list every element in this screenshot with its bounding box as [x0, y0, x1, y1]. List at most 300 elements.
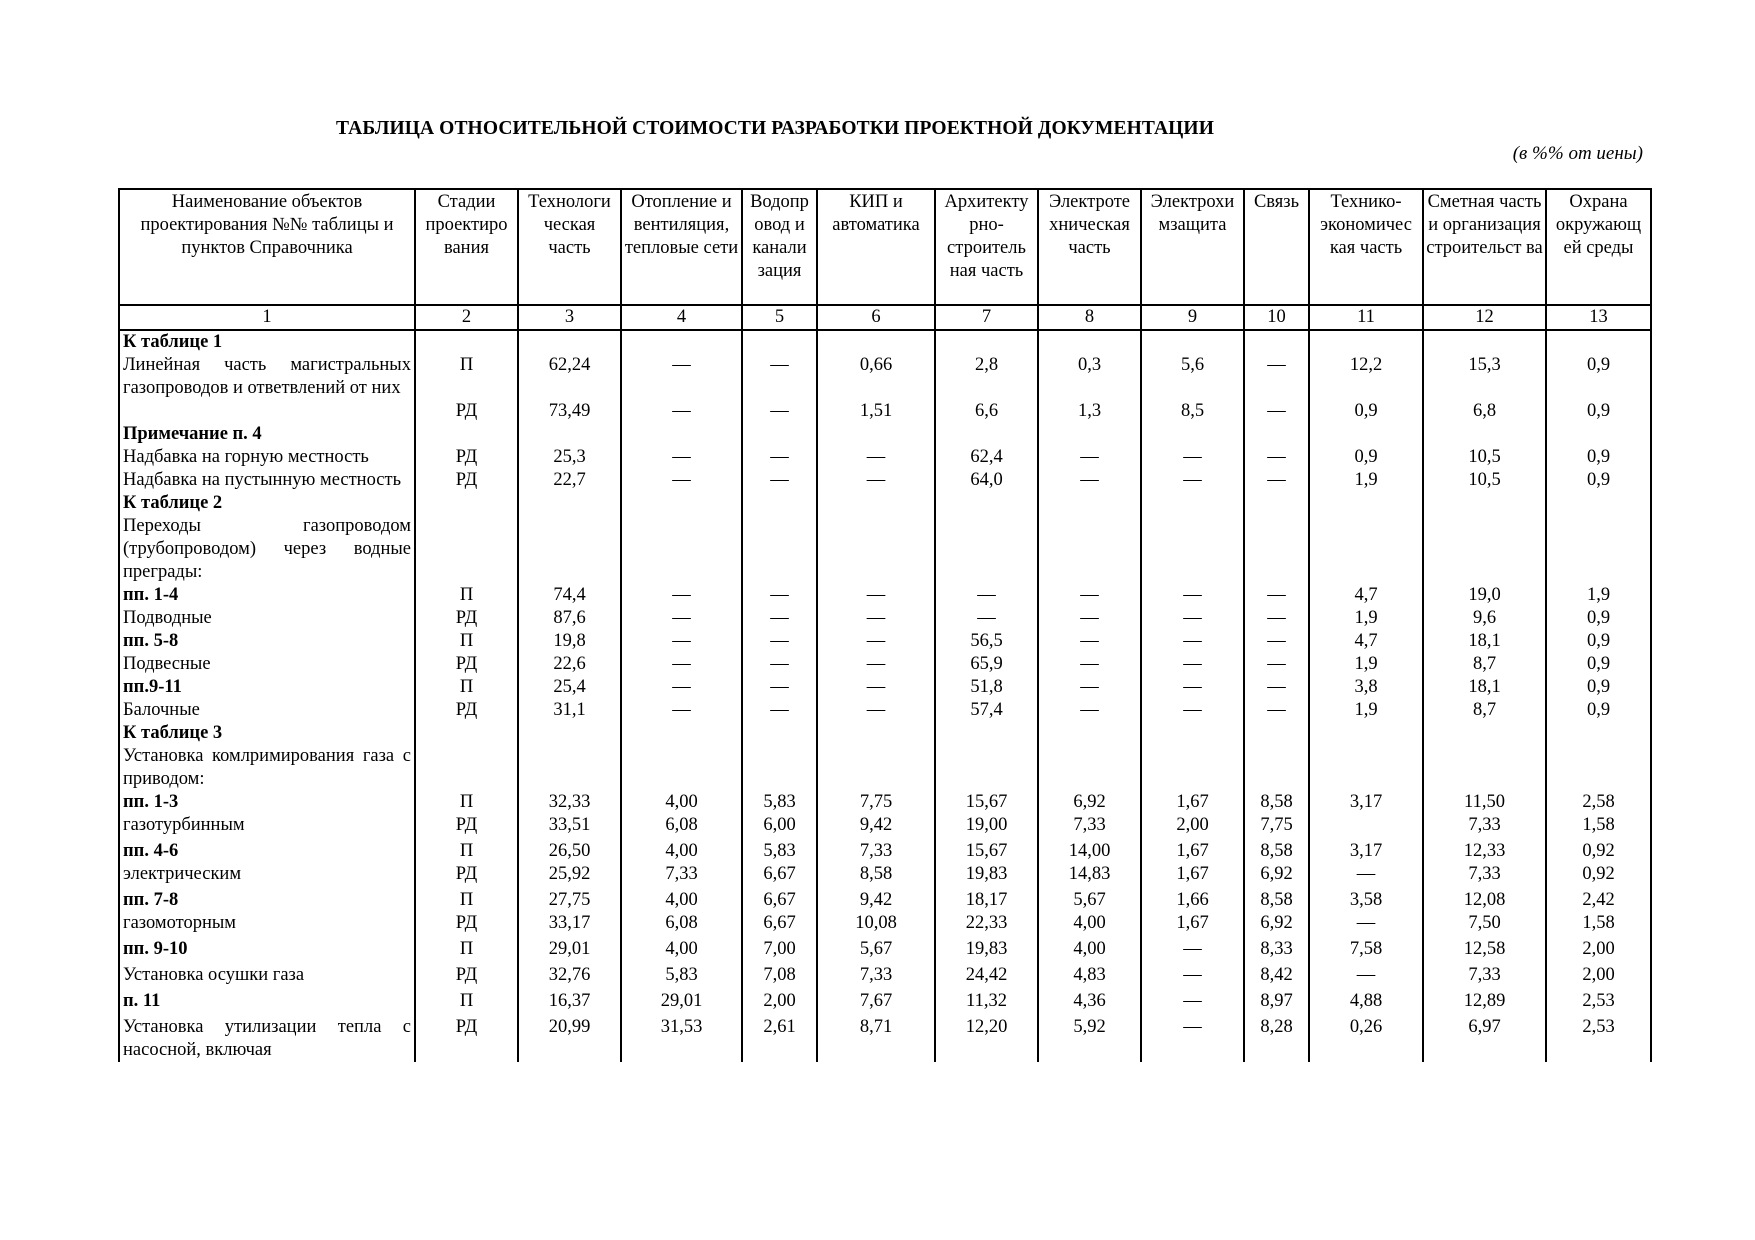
value-cell: [1038, 515, 1141, 584]
value-cell: 7,58: [1309, 935, 1423, 961]
value-cell: 73,49: [518, 400, 621, 423]
value-cell: —: [742, 469, 817, 492]
table-row: [119, 653, 1651, 676]
value-cell: —: [817, 607, 935, 630]
value-cell: —: [1141, 961, 1244, 987]
value-cell: 2,00: [742, 987, 817, 1013]
value-cell: —: [742, 676, 817, 699]
object-name-cell: газотурбинным: [119, 814, 415, 837]
column-number: 6: [817, 305, 935, 330]
value-cell: 9,42: [817, 814, 935, 837]
value-cell: 7,33: [1423, 961, 1546, 987]
value-cell: [1038, 745, 1141, 791]
stage-cell: РД: [415, 961, 518, 987]
value-cell: 1,9: [1309, 699, 1423, 722]
value-cell: [1141, 722, 1244, 745]
value-cell: —: [1244, 653, 1309, 676]
value-cell: 0,9: [1309, 400, 1423, 423]
value-cell: [742, 423, 817, 446]
value-cell: 1,67: [1141, 837, 1244, 863]
table-row: [119, 630, 1651, 653]
object-name-cell: пп. 5-8: [119, 630, 415, 653]
table-row: [119, 837, 1651, 863]
stage-cell: [415, 515, 518, 584]
value-cell: 6,08: [621, 912, 742, 935]
table-row: [119, 469, 1651, 492]
value-cell: 8,5: [1141, 400, 1244, 423]
value-cell: 8,71: [817, 1013, 935, 1062]
value-cell: [935, 492, 1038, 515]
value-cell: 22,7: [518, 469, 621, 492]
value-cell: —: [1141, 446, 1244, 469]
table-row: [119, 676, 1651, 699]
object-name-cell: п. 11: [119, 987, 415, 1013]
value-cell: 5,67: [1038, 886, 1141, 912]
value-cell: —: [1309, 961, 1423, 987]
value-cell: [621, 492, 742, 515]
value-cell: [1244, 330, 1309, 354]
value-cell: 64,0: [935, 469, 1038, 492]
column-number: 7: [935, 305, 1038, 330]
value-cell: —: [817, 469, 935, 492]
value-cell: 3,17: [1309, 837, 1423, 863]
stage-cell: РД: [415, 863, 518, 886]
value-cell: 8,7: [1423, 653, 1546, 676]
value-cell: —: [1141, 584, 1244, 607]
column-number: 2: [415, 305, 518, 330]
value-cell: 6,8: [1423, 400, 1546, 423]
page-subtitle: (в %% от иены): [1512, 143, 1643, 164]
column-number: 11: [1309, 305, 1423, 330]
table-row: [119, 446, 1651, 469]
value-cell: 7,75: [1244, 814, 1309, 837]
value-cell: —: [621, 607, 742, 630]
value-cell: 12,58: [1423, 935, 1546, 961]
value-cell: 12,89: [1423, 987, 1546, 1013]
value-cell: 14,83: [1038, 863, 1141, 886]
value-cell: 0,9: [1546, 469, 1651, 492]
header-row: [119, 189, 1651, 305]
value-cell: 4,83: [1038, 961, 1141, 987]
value-cell: 8,33: [1244, 935, 1309, 961]
value-cell: 6,67: [742, 863, 817, 886]
table-row: [119, 745, 1651, 791]
value-cell: —: [1038, 699, 1141, 722]
value-cell: 1,9: [1309, 653, 1423, 676]
object-name-cell: пп. 1-3: [119, 791, 415, 814]
value-cell: [1141, 515, 1244, 584]
value-cell: 0,26: [1309, 1013, 1423, 1062]
value-cell: 16,37: [518, 987, 621, 1013]
value-cell: 1,58: [1546, 912, 1651, 935]
object-name-cell: Надбавка на пустынную местность: [119, 469, 415, 492]
value-cell: 6,08: [621, 814, 742, 837]
value-cell: —: [1244, 400, 1309, 423]
stage-cell: П: [415, 935, 518, 961]
value-cell: [742, 745, 817, 791]
header-cell: Сметная часть и организация строительст ва: [1423, 189, 1546, 305]
value-cell: [518, 745, 621, 791]
header-cell: Наименование объектов проектирования №№ таблицы и пунктов Справочника: [119, 189, 415, 305]
value-cell: —: [621, 469, 742, 492]
value-cell: 2,00: [1546, 961, 1651, 987]
value-cell: [1244, 492, 1309, 515]
value-cell: 8,58: [1244, 886, 1309, 912]
value-cell: 0,9: [1546, 653, 1651, 676]
value-cell: 0,9: [1309, 446, 1423, 469]
value-cell: 32,33: [518, 791, 621, 814]
value-cell: 18,1: [1423, 630, 1546, 653]
value-cell: 51,8: [935, 676, 1038, 699]
value-cell: [935, 722, 1038, 745]
value-cell: [1423, 745, 1546, 791]
value-cell: 7,33: [817, 837, 935, 863]
value-cell: 29,01: [518, 935, 621, 961]
value-cell: —: [1244, 699, 1309, 722]
table-row: [119, 423, 1651, 446]
object-name-cell: К таблице 1: [119, 330, 415, 354]
value-cell: —: [1141, 935, 1244, 961]
column-number: 1: [119, 305, 415, 330]
value-cell: 4,00: [621, 791, 742, 814]
value-cell: —: [621, 584, 742, 607]
object-name-cell: пп. 1-4: [119, 584, 415, 607]
value-cell: —: [621, 400, 742, 423]
object-name-cell: Подвесные: [119, 653, 415, 676]
value-cell: 1,67: [1141, 791, 1244, 814]
value-cell: [1423, 515, 1546, 584]
value-cell: 9,6: [1423, 607, 1546, 630]
value-cell: —: [621, 354, 742, 400]
object-name-cell: Установка комлримирования газа с приводом:: [119, 745, 415, 791]
value-cell: —: [1309, 912, 1423, 935]
value-cell: —: [1141, 699, 1244, 722]
stage-cell: П: [415, 676, 518, 699]
value-cell: [1038, 330, 1141, 354]
value-cell: 4,88: [1309, 987, 1423, 1013]
value-cell: 6,6: [935, 400, 1038, 423]
value-cell: —: [1244, 607, 1309, 630]
value-cell: 87,6: [518, 607, 621, 630]
stage-cell: РД: [415, 1013, 518, 1062]
value-cell: [1423, 722, 1546, 745]
value-cell: 32,76: [518, 961, 621, 987]
value-cell: 8,58: [1244, 837, 1309, 863]
value-cell: 22,6: [518, 653, 621, 676]
value-cell: 0,9: [1546, 607, 1651, 630]
stage-cell: П: [415, 837, 518, 863]
value-cell: [621, 745, 742, 791]
value-cell: [1546, 492, 1651, 515]
value-cell: 7,75: [817, 791, 935, 814]
value-cell: [621, 722, 742, 745]
value-cell: 56,5: [935, 630, 1038, 653]
value-cell: [1244, 722, 1309, 745]
value-cell: 11,32: [935, 987, 1038, 1013]
value-cell: 1,9: [1309, 607, 1423, 630]
stage-cell: РД: [415, 912, 518, 935]
value-cell: 19,00: [935, 814, 1038, 837]
value-cell: 12,20: [935, 1013, 1038, 1062]
object-name-cell: пп. 4-6: [119, 837, 415, 863]
value-cell: —: [1141, 469, 1244, 492]
value-cell: 6,97: [1423, 1013, 1546, 1062]
value-cell: —: [621, 676, 742, 699]
value-cell: 6,67: [742, 886, 817, 912]
value-cell: 22,33: [935, 912, 1038, 935]
value-cell: 7,33: [1423, 863, 1546, 886]
object-name-cell: Подводные: [119, 607, 415, 630]
value-cell: [1309, 423, 1423, 446]
value-cell: —: [1244, 584, 1309, 607]
value-cell: [621, 423, 742, 446]
object-name-cell: газомоторным: [119, 912, 415, 935]
value-cell: [518, 515, 621, 584]
object-name-cell: Переходы газопроводом (трубопроводом) через водные преграды:: [119, 515, 415, 584]
value-cell: 3,8: [1309, 676, 1423, 699]
object-name-cell: К таблице 2: [119, 492, 415, 515]
value-cell: 2,61: [742, 1013, 817, 1062]
value-cell: —: [1141, 653, 1244, 676]
stage-cell: РД: [415, 814, 518, 837]
value-cell: 0,9: [1546, 446, 1651, 469]
value-cell: 2,8: [935, 354, 1038, 400]
value-cell: 0,9: [1546, 699, 1651, 722]
value-cell: 10,5: [1423, 446, 1546, 469]
value-cell: 4,00: [621, 886, 742, 912]
value-cell: 12,08: [1423, 886, 1546, 912]
column-number: 9: [1141, 305, 1244, 330]
value-cell: [1038, 492, 1141, 515]
value-cell: [935, 423, 1038, 446]
column-number: 13: [1546, 305, 1651, 330]
stage-cell: П: [415, 791, 518, 814]
stage-cell: РД: [415, 699, 518, 722]
header-cell: Водопр овод и канали зация: [742, 189, 817, 305]
table-row: [119, 607, 1651, 630]
table-row: [119, 722, 1651, 745]
value-cell: —: [1244, 630, 1309, 653]
value-cell: 8,58: [817, 863, 935, 886]
value-cell: [1309, 330, 1423, 354]
value-cell: —: [935, 607, 1038, 630]
object-name-cell: Надбавка на горную местность: [119, 446, 415, 469]
value-cell: —: [817, 630, 935, 653]
value-cell: 7,33: [1423, 814, 1546, 837]
value-cell: 4,00: [621, 837, 742, 863]
value-cell: 1,3: [1038, 400, 1141, 423]
stage-cell: РД: [415, 653, 518, 676]
value-cell: [1546, 330, 1651, 354]
stage-cell: РД: [415, 400, 518, 423]
value-cell: [1244, 515, 1309, 584]
value-cell: —: [1038, 653, 1141, 676]
value-cell: [621, 330, 742, 354]
value-cell: 4,36: [1038, 987, 1141, 1013]
stage-cell: [415, 722, 518, 745]
object-name-cell: пп. 9-10: [119, 935, 415, 961]
value-cell: 31,53: [621, 1013, 742, 1062]
value-cell: [1038, 722, 1141, 745]
value-cell: [1423, 423, 1546, 446]
value-cell: [518, 722, 621, 745]
value-cell: —: [1038, 607, 1141, 630]
value-cell: [742, 330, 817, 354]
value-cell: [817, 330, 935, 354]
stage-cell: [415, 330, 518, 354]
value-cell: [817, 745, 935, 791]
value-cell: 57,4: [935, 699, 1038, 722]
table-row: [119, 961, 1651, 987]
value-cell: —: [742, 354, 817, 400]
stage-cell: [415, 492, 518, 515]
stage-cell: РД: [415, 607, 518, 630]
header-cell: Связь: [1244, 189, 1309, 305]
page-title: ТАБЛИЦА ОТНОСИТЕЛЬНОЙ СТОИМОСТИ РАЗРАБОТКИ ПРОЕКТНОЙ ДОКУМЕНТАЦИИ: [336, 118, 1214, 139]
value-cell: 2,53: [1546, 987, 1651, 1013]
object-name-cell: [119, 400, 415, 423]
value-cell: 14,00: [1038, 837, 1141, 863]
object-name-cell: электрическим: [119, 863, 415, 886]
value-cell: —: [1141, 1013, 1244, 1062]
value-cell: [1309, 492, 1423, 515]
value-cell: 0,9: [1546, 354, 1651, 400]
value-cell: 65,9: [935, 653, 1038, 676]
value-cell: —: [621, 653, 742, 676]
value-cell: 0,92: [1546, 863, 1651, 886]
value-cell: 25,3: [518, 446, 621, 469]
value-cell: 8,58: [1244, 791, 1309, 814]
value-cell: —: [1244, 469, 1309, 492]
value-cell: 31,1: [518, 699, 621, 722]
header-cell: Отопление и вентиляция, тепловые сети: [621, 189, 742, 305]
value-cell: —: [817, 676, 935, 699]
stage-cell: [415, 423, 518, 446]
value-cell: 7,00: [742, 935, 817, 961]
header-cell: Электроте хническая часть: [1038, 189, 1141, 305]
value-cell: [1141, 423, 1244, 446]
value-cell: 1,9: [1546, 584, 1651, 607]
object-name-cell: Примечание п. 4: [119, 423, 415, 446]
value-cell: —: [817, 653, 935, 676]
column-number: 4: [621, 305, 742, 330]
value-cell: [1546, 423, 1651, 446]
value-cell: 29,01: [621, 987, 742, 1013]
value-cell: —: [1244, 446, 1309, 469]
value-cell: 1,51: [817, 400, 935, 423]
value-cell: [518, 423, 621, 446]
value-cell: 2,00: [1546, 935, 1651, 961]
cost-table: [118, 188, 1652, 1062]
table-row: [119, 1013, 1651, 1062]
value-cell: [1141, 745, 1244, 791]
stage-cell: [415, 745, 518, 791]
value-cell: —: [1038, 630, 1141, 653]
value-cell: —: [817, 699, 935, 722]
value-cell: 5,67: [817, 935, 935, 961]
value-cell: 3,17: [1309, 791, 1423, 814]
value-cell: 3,58: [1309, 886, 1423, 912]
table-row: [119, 584, 1651, 607]
value-cell: 2,58: [1546, 791, 1651, 814]
object-name-cell: пп. 7-8: [119, 886, 415, 912]
table-row: [119, 987, 1651, 1013]
value-cell: 8,28: [1244, 1013, 1309, 1062]
value-cell: [1141, 330, 1244, 354]
value-cell: 25,4: [518, 676, 621, 699]
value-cell: 33,17: [518, 912, 621, 935]
value-cell: 62,4: [935, 446, 1038, 469]
value-cell: —: [621, 446, 742, 469]
value-cell: [1309, 745, 1423, 791]
value-cell: 0,9: [1546, 400, 1651, 423]
value-cell: 6,67: [742, 912, 817, 935]
value-cell: —: [742, 584, 817, 607]
value-cell: 6,92: [1244, 863, 1309, 886]
table-row: [119, 863, 1651, 886]
value-cell: [518, 492, 621, 515]
value-cell: [1309, 722, 1423, 745]
value-cell: 15,3: [1423, 354, 1546, 400]
value-cell: 12,2: [1309, 354, 1423, 400]
object-name-cell: Линейная часть магистральных газопроводов и ответвлений от них: [119, 354, 415, 400]
header-cell: Технологи ческая часть: [518, 189, 621, 305]
value-cell: 62,24: [518, 354, 621, 400]
value-cell: 5,83: [621, 961, 742, 987]
value-cell: 19,83: [935, 863, 1038, 886]
value-cell: —: [742, 607, 817, 630]
stage-cell: РД: [415, 446, 518, 469]
value-cell: [817, 423, 935, 446]
header-cell: Электрохи мзащита: [1141, 189, 1244, 305]
value-cell: [1546, 745, 1651, 791]
header-cell: Стадии проектиро вания: [415, 189, 518, 305]
value-cell: 5,6: [1141, 354, 1244, 400]
value-cell: 18,17: [935, 886, 1038, 912]
value-cell: 18,1: [1423, 676, 1546, 699]
value-cell: [1244, 423, 1309, 446]
table-row: [119, 935, 1651, 961]
value-cell: 19,8: [518, 630, 621, 653]
value-cell: 4,00: [1038, 912, 1141, 935]
value-cell: —: [1141, 630, 1244, 653]
object-name-cell: Балочные: [119, 699, 415, 722]
value-cell: 4,00: [621, 935, 742, 961]
value-cell: [1423, 330, 1546, 354]
value-cell: 10,08: [817, 912, 935, 935]
value-cell: 8,97: [1244, 987, 1309, 1013]
value-cell: 1,67: [1141, 863, 1244, 886]
stage-cell: П: [415, 584, 518, 607]
value-cell: 10,5: [1423, 469, 1546, 492]
object-name-cell: Установка утилизации тепла с насосной, включая: [119, 1013, 415, 1062]
column-number: 3: [518, 305, 621, 330]
value-cell: 26,50: [518, 837, 621, 863]
header-cell: КИП и автоматика: [817, 189, 935, 305]
value-cell: [1038, 423, 1141, 446]
value-cell: 25,92: [518, 863, 621, 886]
table-row: [119, 886, 1651, 912]
column-number: 5: [742, 305, 817, 330]
value-cell: [1141, 492, 1244, 515]
table-row: [119, 400, 1651, 423]
value-cell: 0,66: [817, 354, 935, 400]
value-cell: [1309, 814, 1423, 837]
value-cell: —: [1244, 354, 1309, 400]
stage-cell: П: [415, 886, 518, 912]
value-cell: 19,83: [935, 935, 1038, 961]
value-cell: [817, 492, 935, 515]
